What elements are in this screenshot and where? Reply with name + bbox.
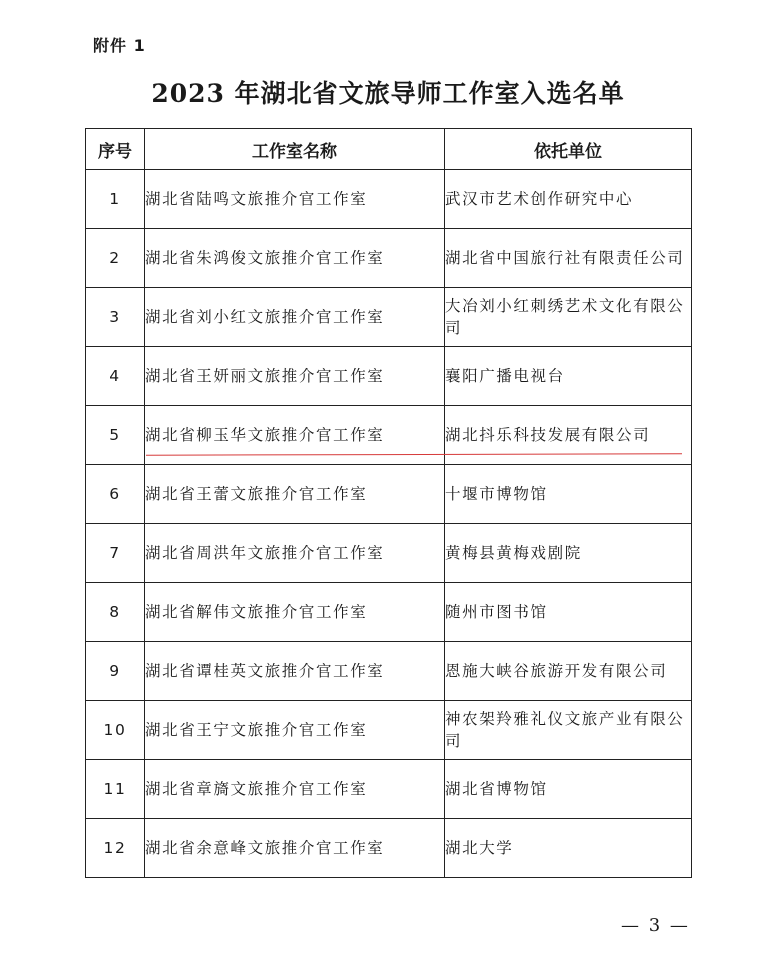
row-studio-name: 湖北省王妍丽文旅推介官工作室 <box>145 347 445 406</box>
row-serial-number: 2 <box>86 229 145 288</box>
row-serial-number: 3 <box>86 288 145 347</box>
row-host-unit: 湖北大学 <box>445 819 692 878</box>
row-serial-number: 4 <box>86 347 145 406</box>
row-serial-number: 11 <box>86 760 145 819</box>
row-host-unit: 十堰市博物馆 <box>445 465 692 524</box>
table-row <box>86 170 692 229</box>
studio-list-table <box>85 128 692 878</box>
table-row <box>86 760 692 819</box>
row-studio-name: 湖北省周洪年文旅推介官工作室 <box>145 524 445 583</box>
header-serial-number: 序号 <box>86 129 145 170</box>
table-row <box>86 583 692 642</box>
table-row <box>86 819 692 878</box>
row-serial-number: 9 <box>86 642 145 701</box>
row-serial-number: 10 <box>86 701 145 760</box>
table-row <box>86 229 692 288</box>
row-serial-number: 7 <box>86 524 145 583</box>
row-serial-number: 12 <box>86 819 145 878</box>
row-host-unit: 湖北省博物馆 <box>445 760 692 819</box>
row-studio-name: 湖北省王宁文旅推介官工作室 <box>145 701 445 760</box>
table-row <box>86 524 692 583</box>
row-studio-name: 湖北省朱鸿俊文旅推介官工作室 <box>145 229 445 288</box>
table-header-row <box>86 129 692 170</box>
table-row <box>86 465 692 524</box>
row-serial-number: 1 <box>86 170 145 229</box>
table-row <box>86 347 692 406</box>
table-row <box>86 288 692 347</box>
row-host-unit: 恩施大峡谷旅游开发有限公司 <box>445 642 692 701</box>
row-studio-name: 湖北省柳玉华文旅推介官工作室 <box>145 406 445 465</box>
row-studio-name: 湖北省王蕾文旅推介官工作室 <box>145 465 445 524</box>
table-row <box>86 701 692 760</box>
row-host-unit: 神农架羚雅礼仪文旅产业有限公司 <box>445 701 692 760</box>
table-row-highlighted <box>86 406 692 465</box>
row-host-unit: 湖北抖乐科技发展有限公司 <box>445 406 692 465</box>
document-title: 2023 年湖北省文旅导师工作室入选名单 <box>151 79 625 108</box>
row-studio-name: 湖北省陆鸣文旅推介官工作室 <box>145 170 445 229</box>
row-studio-name: 湖北省解伟文旅推介官工作室 <box>145 583 445 642</box>
row-host-unit: 武汉市艺术创作研究中心 <box>445 170 692 229</box>
row-studio-name: 湖北省谭桂英文旅推介官工作室 <box>145 642 445 701</box>
row-studio-name: 湖北省刘小红文旅推介官工作室 <box>145 288 445 347</box>
attachment-label: 附件 1 <box>93 36 146 55</box>
row-serial-number: 6 <box>86 465 145 524</box>
row-host-unit: 黄梅县黄梅戏剧院 <box>445 524 692 583</box>
row-serial-number: 5 <box>86 406 145 465</box>
header-studio-name: 工作室名称 <box>145 129 445 170</box>
table-row <box>86 642 692 701</box>
row-studio-name: 湖北省章旖文旅推介官工作室 <box>145 760 445 819</box>
row-serial-number: 8 <box>86 583 145 642</box>
row-host-unit: 随州市图书馆 <box>445 583 692 642</box>
page-number: — 3 — <box>621 915 690 936</box>
row-host-unit: 湖北省中国旅行社有限责任公司 <box>445 229 692 288</box>
header-host-unit: 依托单位 <box>445 129 692 170</box>
row-host-unit: 大冶刘小红刺绣艺术文化有限公司 <box>445 288 692 347</box>
row-studio-name: 湖北省余意峰文旅推介官工作室 <box>145 819 445 878</box>
row-host-unit: 襄阳广播电视台 <box>445 347 692 406</box>
